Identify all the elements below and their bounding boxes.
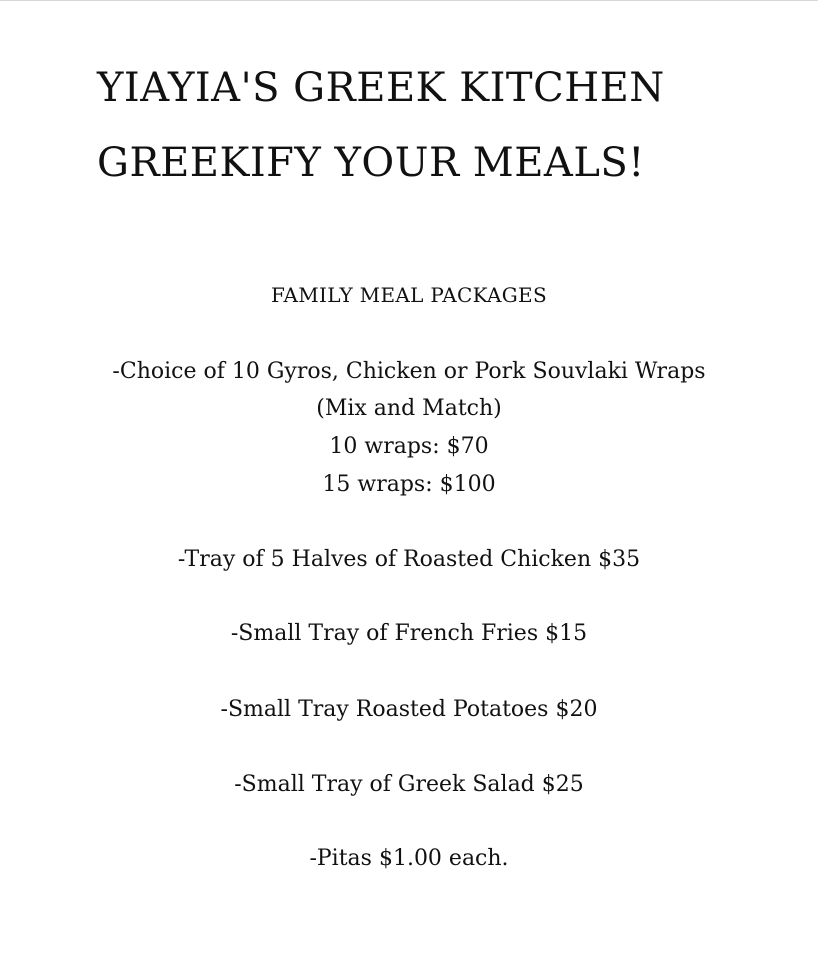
menu-item-greek-salad: -Small Tray of Greek Salad $25 xyxy=(234,772,584,797)
menu-item-french-fries: -Small Tray of French Fries $15 xyxy=(230,621,588,646)
menu-item-wraps-15-price: 15 wraps: $100 xyxy=(322,472,496,497)
menu-item-roasted-chicken: -Tray of 5 Halves of Roasted Chicken $35 xyxy=(177,547,641,572)
menu-item-pitas: -Pitas $1.00 each. xyxy=(309,846,509,871)
menu-item-wraps: -Choice of 10 Gyros, Chicken or Pork Souvlaki Wraps xyxy=(112,359,706,384)
menu-item-wraps-10-price: 10 wraps: $70 xyxy=(329,434,489,459)
restaurant-name: YIAYIA'S GREEK KITCHEN xyxy=(97,65,665,111)
top-divider xyxy=(0,0,818,1)
menu-item-roasted-potatoes: -Small Tray Roasted Potatoes $20 xyxy=(220,697,598,722)
menu-item-wraps-note: (Mix and Match) xyxy=(316,396,502,421)
tagline: GREEKIFY YOUR MEALS! xyxy=(97,140,645,186)
menu-heading: FAMILY MEAL PACKAGES xyxy=(271,283,547,307)
